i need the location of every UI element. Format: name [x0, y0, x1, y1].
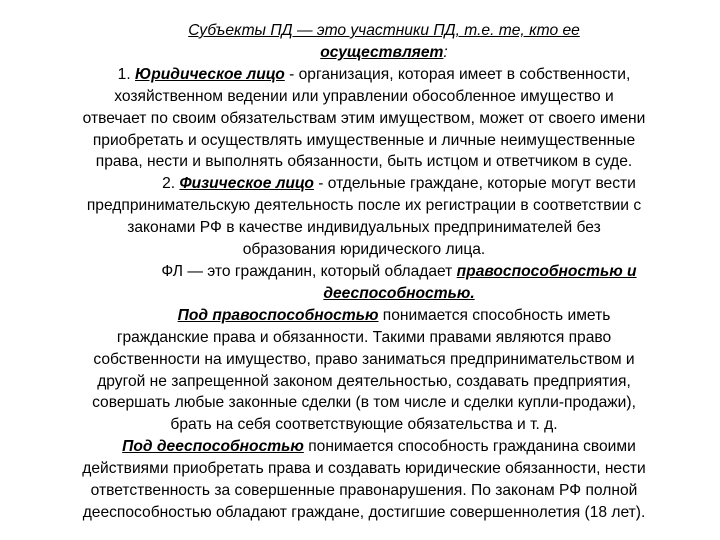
capacity-term: Под правоспособностью — [177, 306, 379, 324]
fl-term-2: дееспособностью. — [323, 284, 475, 302]
item2-line-2: предпринимательскую деятельность после их регистрации в соответствии с — [86, 197, 642, 215]
item1-line-5: права, нести и выполнять обязанности, быть истцом и ответчиком в суде. — [95, 153, 633, 171]
item2-text: - отдельные граждане, которые могут вести — [313, 175, 636, 193]
item2-line-1 — [24, 173, 704, 195]
item1-number: 1. — [117, 65, 135, 83]
document-body — [24, 20, 704, 524]
capacity-line-3: собственности на имущество, право заниматься предпринимательством и — [93, 350, 635, 368]
item1-line-2: хозяйственном ведении или управлении обособленное имущество и — [114, 87, 614, 105]
legal-capacity-text: понимается способность гражданина своими — [303, 438, 636, 456]
fl-line-1 — [24, 261, 704, 283]
capacity-line-5: совершать любые законные сделки (в том числе и сделки купли-продажи), — [92, 394, 636, 412]
item1-line-4: приобретать и осуществлять имущественные и личные неимущественные — [92, 131, 636, 149]
header-title: Субъекты ПД — это участники ПД, т.е. те, кто ее — [188, 22, 580, 39]
item1-text: - организация, которая имеет в собственности, — [284, 65, 631, 83]
capacity-line-2: гражданские права и обязанности. Такими правами являются право — [116, 328, 612, 346]
header-line-2 — [24, 42, 704, 64]
fl-prefix: ФЛ — это гражданин, который обладает — [161, 262, 457, 280]
capacity-line-6: брать на себя соответствующие обязательства и т. д. — [170, 416, 558, 434]
legal-capacity-line-1 — [24, 436, 704, 458]
capacity-line-1 — [24, 305, 704, 327]
capacity-line-4: другой не запрещенной законом деятельностью, создавать предприятия, — [97, 372, 631, 390]
header-line-1 — [24, 20, 704, 42]
legal-capacity-line-2: действиями приобретать права и создавать юридические обязанности, нести — [82, 460, 646, 478]
header-colon: : — [443, 43, 448, 61]
item2-line-3: законами РФ в качестве индивидуальных предпринимателей без — [127, 219, 601, 237]
capacity-text: понимается способность иметь — [378, 306, 611, 324]
fl-line-2 — [24, 283, 704, 305]
item1-line-3: отвечает по своим обязательствам этим имуществом, может от своего имени — [82, 109, 646, 127]
item1-line-1 — [24, 64, 704, 86]
item2-line-4: образования юридического лица. — [242, 241, 486, 259]
item2-term: Физическое лицо — [179, 175, 314, 193]
legal-capacity-term: Под дееспособностью — [122, 438, 304, 456]
fl-term-1: правоспособностью и — [456, 262, 637, 280]
item2-number: 2. — [162, 175, 180, 193]
header-keyword: осуществляет — [320, 43, 444, 61]
legal-capacity-line-3: ответственность за совершенные правонарушения. По законам РФ полной — [90, 482, 638, 500]
item1-term: Юридическое лицо — [135, 65, 285, 83]
legal-capacity-line-4: дееспособностью обладают граждане, достигшие совершеннолетия (18 лет). — [82, 503, 646, 521]
